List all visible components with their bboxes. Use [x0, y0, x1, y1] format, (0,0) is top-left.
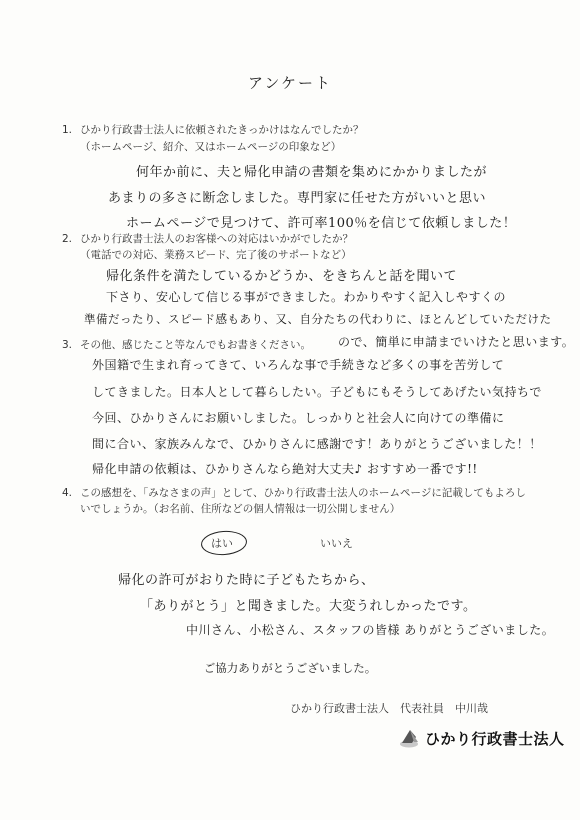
question-text: その他、感じたこと等なんでもお書きください。 [80, 339, 311, 351]
question-number: 1. [62, 124, 73, 136]
answer-3-line: 帰化申請の依頼は、ひかりさんなら絶対大丈夫♪ おすすめ一番です!! [92, 462, 478, 476]
question-2-hint: （電話での対応、業務スピード、完了後のサポートなど） [80, 249, 352, 261]
answer-3-line: 外国籍で生まれ育ってきて、いろんな事で手続きなど多くの事を苦労して [92, 358, 505, 372]
answer-4-line: 中川さん、小松さん、スタッフの皆様 ありがとうございました。 [186, 623, 555, 637]
question-text: ひかり行政書士法人に依頼されたきっかけはなんでしたか？ [80, 124, 364, 136]
question-4 [62, 485, 526, 501]
answer-1-line: ホームページで見つけて、許可率100％を信じて依頼しました！ [126, 216, 517, 231]
question-number: 4. [62, 487, 73, 499]
logo-text: ひかり行政書士法人 [425, 729, 565, 748]
choice-no[interactable]: いいえ [320, 537, 353, 550]
page-title: アンケート [247, 74, 333, 92]
answer-3-line: 間に合い、家族みんなで、ひかりさんに感謝です！ありがとうございました！！ [92, 437, 542, 451]
thanks-message: ご協力ありがとうございました。 [203, 661, 377, 675]
answer-3-line: 今回、ひかりさんにお願いしました。しっかりと社会人に向けての準備に [92, 411, 505, 425]
question-1 [62, 122, 364, 138]
answer-4-line: 「ありがとう」と聞きました。大変うれしかったです。 [140, 599, 477, 614]
question-number: 2. [62, 233, 73, 245]
question-number: 3. [62, 339, 73, 351]
question-3 [62, 337, 311, 353]
answer-2-line: ので、簡単に申請までいけたと思います。 [338, 335, 575, 349]
question-text: この感想を、「みなさまの声」として、ひかり行政書士法人のホームページに記載してもよろし [80, 487, 526, 499]
answer-2-line: 帰化条件を満たしているかどうか、をきちんと話を聞いて [106, 269, 458, 284]
answer-1-line: 何年か前に、夫と帰化申請の書類を集めにかかりましたが [136, 165, 488, 180]
logo-mark-icon [398, 727, 422, 749]
answer-1-line: あまりの多さに断念しました。専門家に任せた方がいいと思い [108, 191, 487, 206]
question-1-hint: （ホームページ、紹介、又はホームページの印象など） [80, 141, 342, 153]
answer-2-line: 準備だったり、スピード感もあり、又、自分たちの代わりに、ほとんどしていただけた [84, 312, 552, 326]
answer-2-line: 下さり、安心して信じる事ができました。わかりやすく記入しやすくの [106, 290, 507, 304]
choice-yes[interactable]: はい [211, 537, 233, 550]
company-logo [398, 727, 565, 749]
question-2 [62, 231, 353, 247]
answer-3-line: してきました。日本人として暮らしたい。子どもにもそうしてあげたい気持ちで [92, 385, 542, 399]
signature-line: ひかり行政書士法人 代表社員 中川哉 [290, 702, 488, 715]
question-4-line2: いでしょうか。（お名前、住所などの個人情報は一切公開しません） [80, 503, 401, 515]
question-text: ひかり行政書士法人のお客様への対応はいかがでしたか？ [80, 233, 353, 245]
answer-4-line: 帰化の許可がおりた時に子どもたちから、 [118, 573, 375, 588]
